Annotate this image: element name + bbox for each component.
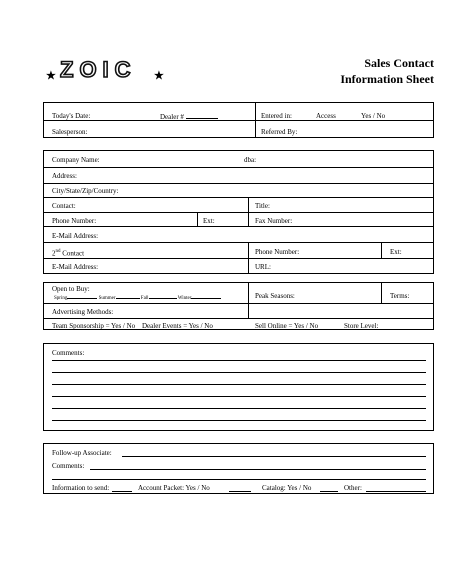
comment-line[interactable] xyxy=(52,396,426,397)
star-icon: ★ xyxy=(46,70,56,82)
information-to-send-field[interactable] xyxy=(112,491,132,492)
phone-number-label: Phone Number: xyxy=(52,217,97,225)
divider xyxy=(255,102,256,138)
store-level-label: Store Level: xyxy=(344,322,379,330)
other-field[interactable] xyxy=(366,491,426,492)
divider xyxy=(43,212,434,213)
fall-label: Fall xyxy=(140,296,149,301)
divider xyxy=(248,197,249,226)
salesperson-label: Salesperson: xyxy=(52,128,88,136)
url-label: URL: xyxy=(255,263,271,271)
comment-line[interactable] xyxy=(52,372,426,373)
company-name-label: Company Name: xyxy=(52,156,100,164)
comments-section xyxy=(43,343,434,431)
divider xyxy=(43,242,434,243)
entered-in-label: Entered in: xyxy=(261,112,292,120)
terms-label: Terms: xyxy=(390,292,410,300)
fax-number-label: Fax Number: xyxy=(255,217,293,225)
peak-seasons-label: Peak Seasons: xyxy=(255,292,295,300)
dealer-number-label xyxy=(160,112,218,121)
comment-line[interactable] xyxy=(52,384,426,385)
information-to-send-label: Information to send: xyxy=(52,484,110,492)
dealer-events-option[interactable]: Dealer Events = Yes / No xyxy=(142,322,213,330)
comment-line[interactable] xyxy=(52,360,426,361)
divider xyxy=(43,303,434,304)
dealer-number-field[interactable] xyxy=(186,112,218,119)
email-2-label: E-Mail Address: xyxy=(52,263,99,271)
comment-line[interactable] xyxy=(52,420,426,421)
other-label: Other: xyxy=(344,484,362,492)
access-yes-no[interactable]: Yes / No xyxy=(361,112,386,120)
spring-field[interactable] xyxy=(67,294,97,299)
city-state-zip-label: City/State/Zip/Country: xyxy=(52,187,119,195)
summer-field[interactable] xyxy=(116,294,140,299)
title-line1: Sales Contact xyxy=(364,56,434,70)
divider xyxy=(248,242,249,274)
winter-field[interactable] xyxy=(191,294,221,299)
divider xyxy=(43,197,434,198)
second-contact-number: 2 xyxy=(52,249,56,258)
divider xyxy=(381,282,382,303)
access-label: Access xyxy=(316,112,336,120)
contact-label: Contact: xyxy=(52,202,76,210)
open-to-buy-label: Open to Buy: xyxy=(52,285,90,293)
fall-field[interactable] xyxy=(149,294,177,299)
phone-number-2-label: Phone Number: xyxy=(255,248,300,256)
seasons-row xyxy=(54,294,221,302)
ext-label: Ext: xyxy=(203,217,215,225)
follow-up-associate-label: Follow-up Associate: xyxy=(52,449,112,457)
summer-label: Summer xyxy=(98,296,116,301)
divider xyxy=(381,242,382,258)
team-sponsorship-option[interactable]: Team Sponsorship = Yes / No xyxy=(52,322,136,330)
divider xyxy=(197,212,198,226)
referred-by-label: Referred By: xyxy=(261,128,298,136)
logo-text: ZOIC xyxy=(60,57,137,82)
account-packet-field[interactable] xyxy=(229,491,251,492)
divider xyxy=(43,120,434,121)
dealer-text: Dealer # xyxy=(160,113,184,121)
comments-label: Comments: xyxy=(52,349,85,357)
sell-online-option[interactable]: Sell Online = Yes / No xyxy=(255,322,319,330)
second-contact-sup: nd xyxy=(55,249,61,254)
follow-up-associate-field[interactable] xyxy=(122,456,426,457)
email-label: E-Mail Address: xyxy=(52,232,99,240)
spring-label: Spring xyxy=(54,296,68,301)
account-packet-option[interactable]: Account Packet: Yes / No xyxy=(138,484,210,492)
address-label: Address: xyxy=(52,172,77,180)
second-contact-text: Contact xyxy=(60,249,85,258)
divider xyxy=(43,167,434,168)
dba-label: dba: xyxy=(244,156,257,164)
title-line2: Information Sheet xyxy=(340,72,434,86)
title-label: Title: xyxy=(255,202,270,210)
follow-up-comment-line[interactable] xyxy=(52,479,426,480)
divider xyxy=(43,318,434,319)
star-icon: ★ xyxy=(154,70,164,82)
catalog-field[interactable] xyxy=(320,491,338,492)
catalog-option[interactable]: Catalog: Yes / No xyxy=(262,484,312,492)
ext-2-label: Ext: xyxy=(390,248,402,256)
divider xyxy=(248,282,249,318)
advertising-methods-label: Advertising Methods: xyxy=(52,308,114,316)
second-contact-label xyxy=(52,248,84,257)
follow-up-comments-label: Comments: xyxy=(52,462,85,470)
comment-line[interactable] xyxy=(52,408,426,409)
winter-label: Winter xyxy=(177,296,192,301)
divider xyxy=(43,258,434,259)
divider xyxy=(43,183,434,184)
zoic-logo xyxy=(48,58,168,82)
divider xyxy=(43,226,434,227)
follow-up-comment-line[interactable] xyxy=(90,469,426,470)
todays-date-label: Today's Date: xyxy=(52,112,91,120)
